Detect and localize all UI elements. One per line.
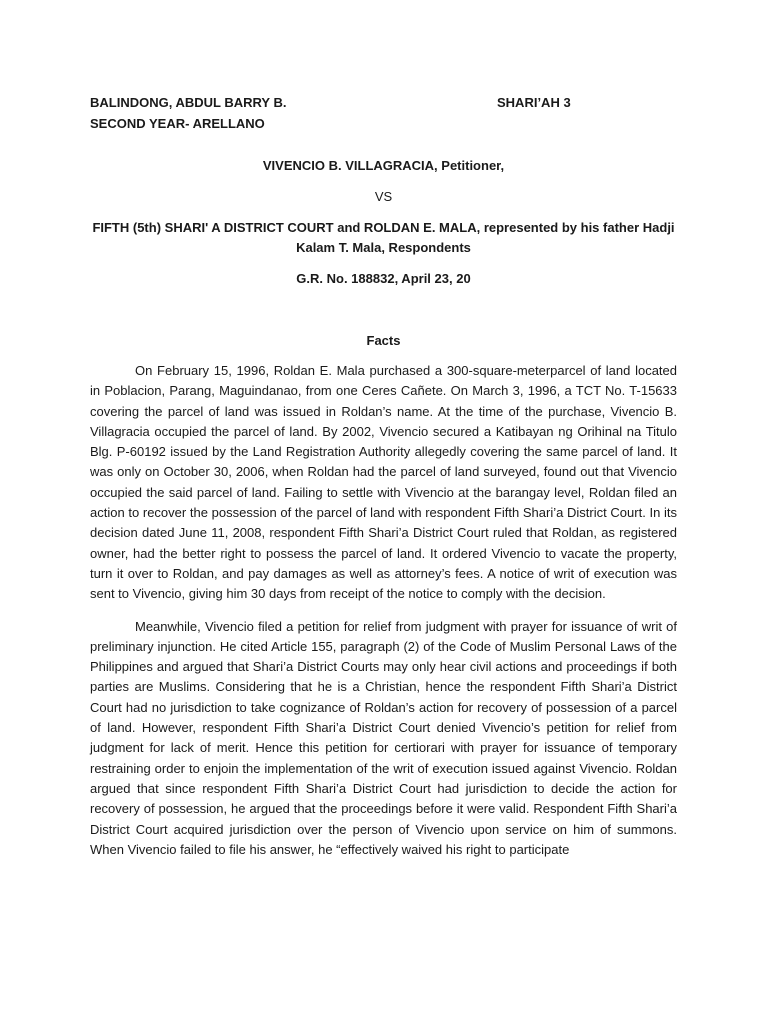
case-respondents: FIFTH (5th) SHARI' A DISTRICT COURT and ROLDAN E. MALA, represented by his father Hadji Kalam T. Mala, Respondents	[92, 220, 675, 255]
case-gr-number: G.R. No. 188832, April 23, 20	[296, 271, 471, 286]
author-block	[90, 92, 286, 134]
document-page	[90, 92, 677, 860]
author-name: BALINDONG, ABDUL BARRY B.	[90, 95, 287, 110]
facts-paragraph: Meanwhile, Vivencio filed a petition for relief from judgment with prayer for issuance of writ of preliminary injunction. He cited Article 155, paragraph (2) of the Code of Muslim Personal Laws of the Philippines and argued that Shari’a District Courts may only hear civil actions and proceedings if both parties are Muslims. Considering that he is a Christian, hence the respondent Fifth Shari’a District Court had no jurisdiction to take cognizance of Roldan’s action for recovery of possession of a parcel of land. However, respondent Fifth Shari’a District Court denied Vivencio’s petition for relief from judgment for lack of merit. Hence this petition for certiorari with prayer for issuance of temporary restraining order to enjoin the implementation of the writ of execution issued against Vivencio. Roldan argued that since respondent Fifth Shari’a District Court had jurisdiction to decide the action for recovery of possession, he argued that the proceedings before it were valid. Respondent Fifth Shari’a District Court acquired jurisdiction over the person of Vivencio upon service on him of summons. When Vivencio failed to file his answer, he “effectively waived his right to participate	[90, 618, 677, 857]
facts-heading: Facts	[366, 333, 401, 348]
author-class: SECOND YEAR- ARELLANO	[90, 116, 265, 131]
case-petitioner: VIVENCIO B. VILLAGRACIA, Petitioner,	[262, 158, 505, 173]
document-header	[90, 92, 677, 134]
case-versus: VS	[374, 189, 393, 204]
facts-paragraph: On February 15, 1996, Roldan E. Mala purchased a 300-square-meterparcel of land located in Poblacion, Parang, Maguindanao, from one Ceres Cañete. On March 3, 1996, a TCT No. T-15633 covering the parcel of land was issued in Roldan’s name. At the time of the purchase, Vivencio B. Villagracia occupied the parcel of land. By 2002, Vivencio secured a Katibayan ng Orihinal na Titulo Blg. P-60192 issued by the Land Registration Authority allegedly covering the same parcel of land. It was only on October 30, 2006, when Roldan had the parcel of land surveyed, found out that Vivencio occupied the said parcel of land. Failing to settle with Vivencio at the barangay level, Roldan filed an action to recover the possession of the parcel of land with respondent Fifth Shari’a District Court. In its decision dated June 11, 2008, respondent Fifth Shari’a District Court ruled that Roldan, as registered owner, had the better right to possess the parcel of land. It ordered Vivencio to vacate the property, turn it over to Roldan, and pay damages as well as attorney’s fees. A notice of writ of execution was sent to Vivencio, giving him 30 days from receipt of the notice to comply with the decision.	[90, 363, 677, 602]
course-label: SHARI’AH 3	[497, 95, 571, 110]
